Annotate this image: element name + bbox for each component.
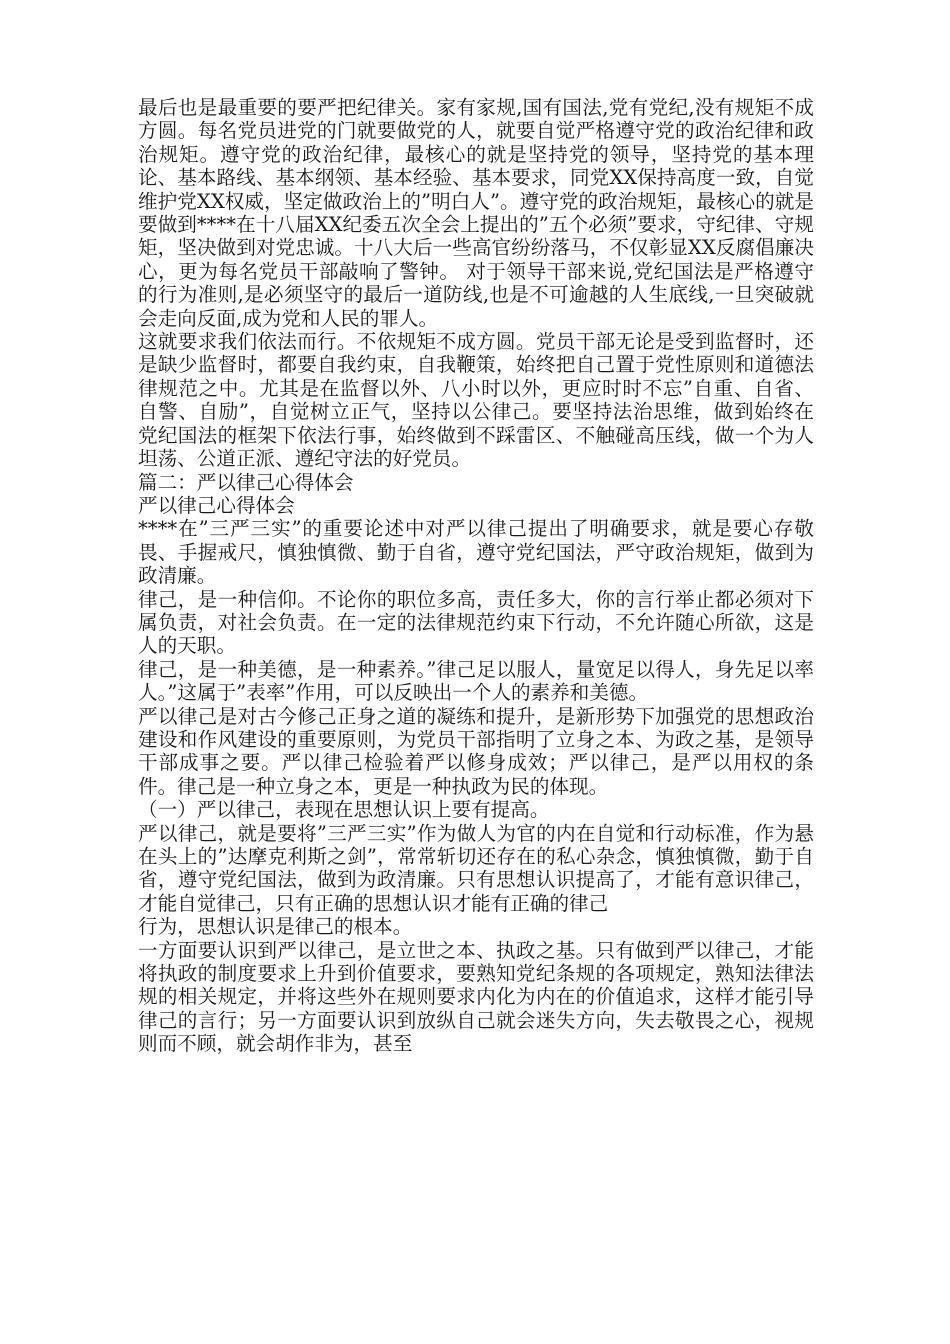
article-paragraph: ****在”三严三实”的重要论述中对严以律己提出了明确要求，就是要心存敬畏、手握戒尺，慎独慎微、勤于自省，遵守党纪国法，严守政治规矩，做到为政清廉。 — [138, 517, 814, 588]
article-paragraph: 一方面要认识到严以律己，是立世之本、执政之基。只有做到严以律己，才能将执政的制度要求上升到价值要求，要熟知党纪条规的各项规定，熟知法律法规的相关规定，并将这些外在规则要求内化为内在的价值追求，这样才能引导律己的言行；另一方面要认识到放纵自己就会迷失方向，失去敬畏之心，视规则而不顾，就会胡作非为，甚至 — [138, 938, 814, 1056]
article-title: 严以律己心得体会 — [138, 493, 295, 517]
article-paragraph: 行为，思想认识是律己的根本。 — [138, 915, 413, 939]
subsection-heading: （一）严以律己，表现在思想认识上要有提高。 — [138, 798, 550, 822]
section-heading: 篇二：严以律己心得体会 — [138, 470, 354, 494]
body-paragraph: 这就要求我们依法而行。不依规矩不成方圆。党员干部无论是受到监督时，还是缺少监督时，都要自我约束，自我鞭策，始终把自己置于党性原则和道德法律规范之中。尤其是在监督以外、八小时以外，更应时时不忘”自重、自省、自警、自励”，自觉树立正气，坚持以公律己。要坚持法治思维，做到始终在党纪国法的框架下依法行事，始终做到不踩雷区、不触碰高压线，做一个为人坦荡、公道正派、遵纪守法的好党员。 — [138, 330, 814, 471]
article-paragraph: 严以律己，就是要将”三严三实”作为做人为官的内在自觉和行动标准，作为悬在头上的”达摩克利斯之剑”，常常斩切还存在的私心杂念，慎独慎微，勤于自省，遵守党纪国法，做到为政清廉。只有思想认识提高了，才能有意识律己，才能自觉律己，只有正确的思想认识才能有正确的律己 — [138, 821, 814, 915]
body-paragraph: 最后也是最重要的要严把纪律关。家有家规,国有国法,党有党纪,没有规矩不成方圆。每名党员进党的门就要做党的人，就要自觉严格遵守党的政治纪律和政治规矩。遵守党的政治纪律，最核心的就是坚持党的领导，坚持党的基本理论、基本路线、基本纲领、基本经验、基本要求，同党XX保持高度一致，自觉维护党XX权威，坚定做政治上的”明白人”。遵守党的政治规矩，最核心的就是要做到****在十八届XX纪委五次全会上提出的”五个必须”要求，守纪律、守规矩，坚决做到对党忠诚。十八大后一些高官纷纷落马，不仅彰显XX反腐倡廉决心，更为每名党员干部敲响了警钟。 对于领导干部来说,党纪国法是严格遵守的行为准则,是必须坚守的最后一道防线,也是不可逾越的人生底线,一旦突破就会走向反面,成为党和人民的罪人。 — [138, 96, 814, 330]
document-page — [138, 96, 814, 1056]
article-paragraph: 严以律己是对古今修己正身之道的凝练和提升，是新形势下加强党的思想政治建设和作风建设的重要原则，为党员干部指明了立身之本、为政之基，是领导干部成事之要。严以律己检验着严以修身成效；严以律己，是严以用权的条件。律己是一种立身之本，更是一种执政为民的体现。 — [138, 704, 814, 798]
article-paragraph: 律己，是一种美德，是一种素养。”律己足以服人，量宽足以得人，身先足以率人。”这属于”表率”作用，可以反映出一个人的素养和美德。 — [138, 657, 814, 705]
article-paragraph: 律己，是一种信仰。不论你的职位多高，责任多大，你的言行举止都必须对下属负责，对社会负责。在一定的法律规范约束下行动，不允许随心所欲，这是人的天职。 — [138, 587, 814, 658]
